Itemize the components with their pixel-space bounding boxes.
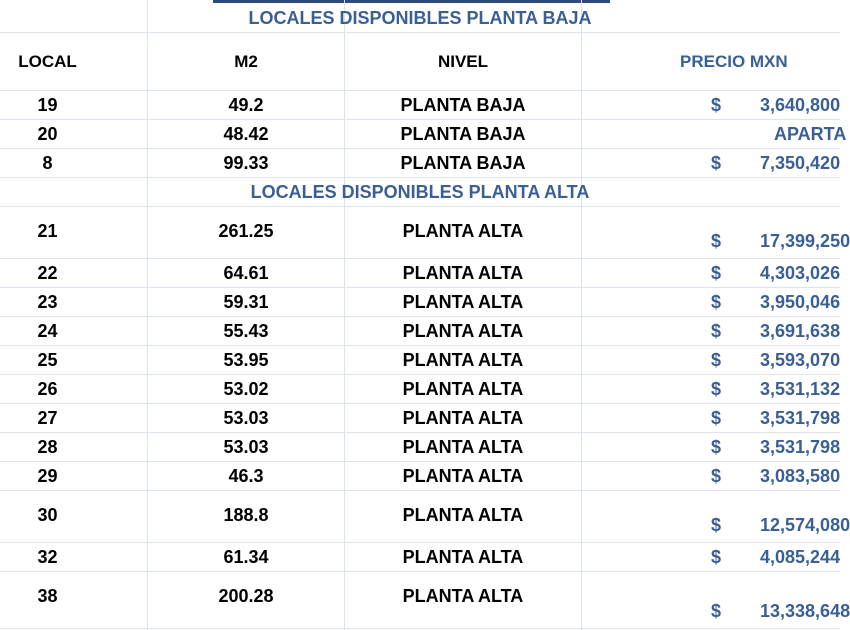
price-value: 3,083,580 [760,465,841,486]
local-number: 26 [37,378,58,399]
local-number: 22 [37,262,58,283]
currency-symbol: $ [711,320,722,341]
price-cell [582,207,850,258]
area-m2: 48.42 [223,123,269,144]
area-m2: 64.61 [223,262,269,283]
nivel-value: PLANTA ALTA [402,349,524,370]
price-value: 3,531,798 [760,407,841,428]
price-value: 13,338,648 [760,601,850,621]
nivel-value: PLANTA ALTA [402,221,524,241]
price-value: 17,399,250 [760,231,850,251]
local-number: 21 [37,221,58,241]
nivel-value: PLANTA ALTA [402,320,524,341]
local-number: 24 [37,320,58,341]
area-m2: 53.03 [223,407,269,428]
local-number: 29 [37,465,58,486]
price-value: 4,303,026 [760,262,841,283]
column-header-m2: M2 [234,51,258,71]
local-number: 28 [37,436,58,457]
currency-symbol: $ [711,262,722,283]
top-accent-bar [213,0,610,3]
local-number: 8 [42,152,53,173]
local-number: 27 [37,407,58,428]
price-value: 3,531,798 [760,436,841,457]
price-cell [582,317,840,345]
table-row [0,572,850,629]
column-header-nivel: NIVEL [437,51,489,71]
price-value: APARTA [774,123,847,144]
price-cell [582,346,840,374]
table-header [0,33,840,91]
local-number: 32 [37,546,58,567]
price-value: 3,593,070 [760,349,841,370]
area-m2: 59.31 [223,291,269,312]
price-value: 3,691,638 [760,320,841,341]
price-cell [582,462,840,490]
price-cell [582,404,840,432]
price-value: 3,950,046 [760,291,841,312]
nivel-value: PLANTA ALTA [402,378,524,399]
price-value: 3,531,132 [760,378,841,399]
currency-symbol: $ [711,601,722,621]
area-m2: 46.3 [228,465,264,486]
local-number: 25 [37,349,58,370]
table-row [0,120,847,149]
currency-symbol: $ [711,436,722,457]
local-number: 38 [37,586,58,606]
table-row [0,259,840,288]
price-cell [582,375,840,403]
area-m2: 49.2 [228,94,264,115]
currency-symbol: $ [711,407,722,428]
table-row [0,375,840,404]
price-cell [582,91,840,119]
currency-symbol: $ [711,152,722,173]
currency-symbol: $ [711,378,722,399]
currency-symbol: $ [711,546,722,567]
local-number: 19 [37,94,58,115]
price-cell [582,433,840,461]
price-cell [582,120,847,148]
nivel-value: PLANTA ALTA [402,436,524,457]
price-value: 7,350,420 [760,152,841,173]
section-header-planta-alta [0,178,840,207]
currency-symbol: $ [711,349,722,370]
price-cell [582,149,840,177]
area-m2: 61.34 [223,546,269,567]
price-value: 3,640,800 [760,94,841,115]
table-row [0,207,850,259]
currency-symbol: $ [711,94,722,115]
area-m2: 53.03 [223,436,269,457]
nivel-value: PLANTA ALTA [402,291,524,312]
price-cell [582,572,850,628]
table-row [0,288,840,317]
price-cell [582,259,840,287]
nivel-value: PLANTA ALTA [402,262,524,283]
table-row [0,462,840,491]
price-cell [582,491,850,542]
currency-symbol: $ [711,231,722,251]
area-m2: 53.02 [223,378,269,399]
area-m2: 200.28 [218,586,274,606]
section-title: LOCALES DISPONIBLES PLANTA BAJA [248,7,592,28]
column-header-local: LOCAL [18,51,77,71]
currency-symbol: $ [711,515,722,535]
table-row [0,433,840,462]
nivel-value: PLANTA ALTA [402,546,524,567]
table-row [0,149,840,178]
table-row [0,491,850,543]
area-m2: 261.25 [218,221,274,241]
section-title: LOCALES DISPONIBLES PLANTA ALTA [250,181,590,202]
local-number: 23 [37,291,58,312]
nivel-value: PLANTA BAJA [400,152,526,173]
nivel-value: PLANTA ALTA [402,505,524,525]
price-value: 12,574,080 [760,515,850,535]
price-cell [582,543,840,571]
area-m2: 99.33 [223,152,269,173]
price-value: 4,085,244 [760,546,841,567]
local-number: 30 [37,505,58,525]
currency-symbol: $ [711,465,722,486]
nivel-value: PLANTA ALTA [402,586,524,606]
nivel-value: PLANTA ALTA [402,465,524,486]
table-row [0,346,840,375]
nivel-value: PLANTA BAJA [400,94,526,115]
nivel-value: PLANTA ALTA [402,407,524,428]
local-number: 20 [37,123,58,144]
nivel-value: PLANTA BAJA [400,123,526,144]
section-header-planta-baja [0,4,840,33]
table-row [0,543,840,572]
area-m2: 188.8 [223,505,269,525]
table-row [0,404,840,433]
area-m2: 53.95 [223,349,269,370]
area-m2: 55.43 [223,320,269,341]
table-row [0,317,840,346]
column-header-precio: PRECIO MXN [680,51,788,71]
currency-symbol: $ [711,291,722,312]
table-row [0,91,840,120]
price-cell [582,288,840,316]
